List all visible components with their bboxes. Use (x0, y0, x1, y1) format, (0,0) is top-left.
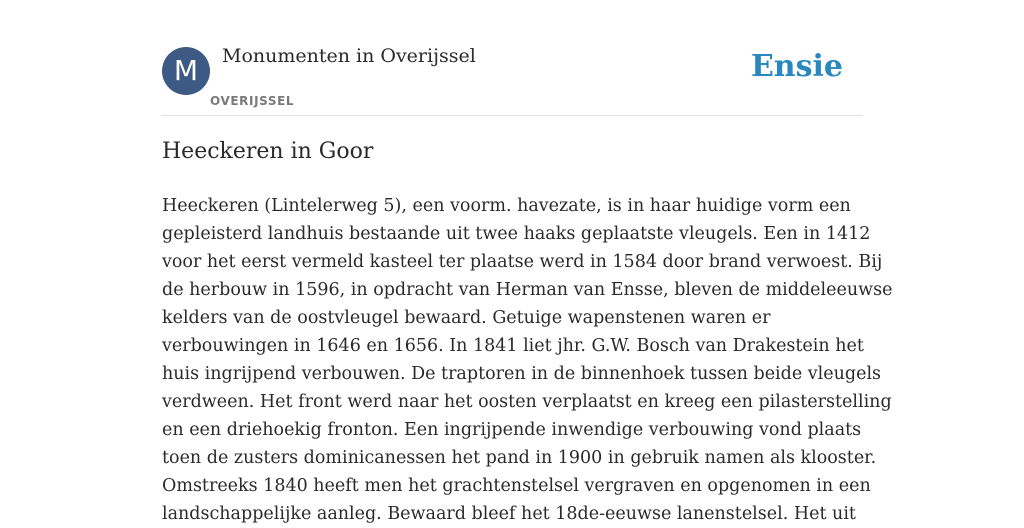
collection-title-link[interactable]: Monumenten in Overijssel (222, 45, 476, 67)
article-text-line: en een driehoekig fronton. Een ingrijpende inwendige verbouwing vond plaats (162, 420, 862, 440)
article-title: Heeckeren in Goor (162, 139, 374, 164)
avatar[interactable]: M (162, 47, 210, 95)
article-text-line: voor het eerst vermeld kasteel ter plaatse werd in 1584 door brand verwoest. Bij (162, 252, 883, 272)
article-text-line: de herbouw in 1596, in opdracht van Herman van Ensse, bleven de middeleeuwse (162, 280, 893, 300)
category-link[interactable]: OVERIJSSEL (210, 94, 295, 108)
article-text-line: huis ingrijpend verbouwen. De traptoren in de binnenhoek tussen beide vleugels (162, 364, 882, 384)
article-text-line: gepleisterd landhuis bestaande uit twee haaks geplaatste vleugels. Een in 1412 (162, 224, 871, 244)
collection-header (162, 0, 862, 116)
article-text-line: Omstreeks 1840 heeft men het grachtenstelsel vergraven en opgenomen in een (162, 476, 871, 496)
article-text-line: verdween. Het front werd naar het oosten verplaatst en kreeg een pilasterstelling (162, 392, 892, 412)
ensie-logo[interactable]: Ensie (750, 49, 843, 84)
article-body (162, 192, 893, 528)
article-text-line: verbouwingen in 1646 en 1656. In 1841 liet jhr. G.W. Bosch van Drakestein het (162, 336, 864, 356)
article-text-line: kelders van de oostvleugel bewaard. Getuige wapenstenen waren er (162, 308, 771, 328)
article-text-line: toen de zusters dominicanessen het pand in 1900 in gebruik namen als klooster. (162, 448, 877, 468)
article-text-line: Heeckeren (Lintelerweg 5), een voorm. havezate, is in haar huidige vorm een (162, 196, 851, 216)
article-text-line: landschappelijke aanleg. Bewaard bleef het 18de-eeuwse lanenstelsel. Het uit (162, 504, 856, 524)
